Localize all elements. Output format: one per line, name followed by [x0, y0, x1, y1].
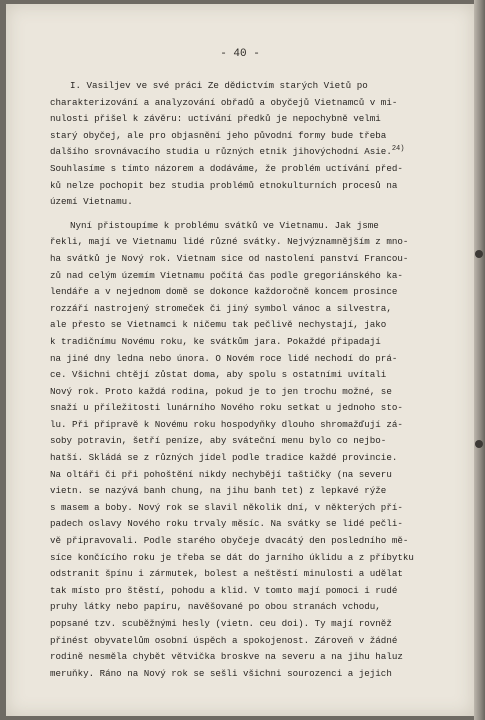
punch-hole: [475, 440, 483, 448]
punch-hole: [475, 250, 483, 258]
text-line: [50, 433, 422, 450]
paragraph: [50, 218, 422, 683]
line-text: vietn. se nazývá banh chung, na jihu banh tet) z lepkavé rýže: [50, 485, 387, 497]
text-line: [50, 566, 422, 583]
line-text: s masem a boby. Nový rok se slavil několik dní, v některých pří-: [50, 501, 403, 513]
line-text: starý obyčej, ale pro objasnění jeho původní formy bude třeba: [50, 129, 387, 141]
line-text: soby potravin, šetří peníze, aby sváteční menu bylo co nejbo-: [50, 435, 387, 447]
paper-sheet: [6, 4, 474, 716]
line-text: ků nelze pochopit bez studia problémů etnokulturních procesů na: [50, 179, 398, 191]
text-line: [50, 599, 422, 616]
paragraphs: [50, 78, 422, 682]
footnote-marker: 24): [391, 145, 405, 154]
line-text: na jiné dny ledna nebo února. O Novém roce lidé nechodí do prá-: [50, 352, 398, 364]
line-text: meruňky. Ráno na Nový rok se sešli všichni sourozenci a jejich: [50, 667, 392, 679]
text-line: [50, 128, 422, 145]
line-text: Na oltáři či při pohoštění nikdy nechybějí taštičky (na severu: [50, 468, 392, 480]
text-line: [50, 516, 422, 533]
line-text: ale přesto se Vietnamci k ničemu tak pečlivě nechystají, jako: [50, 319, 387, 331]
text-line: [50, 450, 422, 467]
line-text: lu. Při přípravě k Novému roku hospodyňky dlouho shromažďují zá-: [50, 418, 403, 430]
line-text: popsané tzv. scuběžnými hesly (vietn. ceu doi). Ty mají rovněž: [50, 618, 392, 629]
line-text: odstranit špínu i zármutek, bolest a neštěstí minulosti a udělat: [50, 568, 403, 580]
text-line: [50, 533, 422, 550]
line-text: přinést obyvatelům osobní úspěch a spokojenost. Zároveň v žádné: [50, 634, 398, 646]
text-line: [50, 384, 422, 401]
text-line: [50, 161, 422, 178]
line-text: síce končícího roku je třeba se dát do jarního úklidu a z příbytku: [50, 551, 414, 563]
text-line: [50, 467, 422, 484]
line-text: území Vietnamu.: [50, 196, 133, 208]
page-number: - 40 -: [220, 48, 260, 60]
line-text: rozzáří nastrojený stromeček či jiný symbol vánoc a silvestra,: [50, 302, 392, 314]
text-line: [50, 317, 422, 334]
text-line: [50, 400, 422, 417]
text-line: [50, 234, 422, 251]
text-line: [50, 633, 422, 650]
body-text: [50, 78, 422, 682]
line-text: pruhy látky nebo papíru, navěšované po obou stranách vchodu,: [50, 601, 381, 613]
text-line: [50, 616, 422, 633]
text-line: [50, 550, 422, 567]
text-line: [50, 268, 422, 285]
text-line: [50, 649, 422, 666]
line-text: řekli, mají ve Vietnamu lidé různé svátky. Nejvýznamnějším z mno-: [50, 236, 409, 248]
text-line: [50, 144, 422, 161]
line-text: nulosti přišel k závěru: uctívání předků je nepochybně velmi: [50, 113, 381, 125]
line-text: zů nad celým územím Vietnamu počítá čas podle gregoriánského ka-: [50, 269, 403, 281]
line-text: rodině nesměla chybět větvička broskve na severu a na jihu haluz: [50, 651, 403, 663]
text-line: [50, 417, 422, 434]
line-text: k tradičnímu Novému roku, ke svátkům jara. Pokaždé připadají: [50, 335, 381, 347]
text-line: [50, 111, 422, 128]
text-line: [50, 194, 422, 211]
line-text: padech oslavy Nového roku trvaly měsíc. Na svátky se lidé pečli-: [50, 518, 403, 530]
line-text: ce. Všichni chtějí zůstat doma, aby spolu s ostatními uvítali: [50, 369, 387, 381]
text-line: [50, 500, 422, 517]
line-text: snaží u příležitosti lunárního Nového roku setkat u jednoho sto-: [50, 402, 403, 414]
text-line: [50, 284, 422, 301]
paragraph: [50, 78, 422, 211]
text-line: [50, 334, 422, 351]
text-line: [50, 95, 422, 112]
binding-edge: [474, 0, 485, 720]
line-text: I. Vasiljev ve své práci Ze dědictvím starých Vietů po: [70, 80, 368, 91]
line-text: ha svátků je Nový rok. Vietnam sice od nastolení panství Francou-: [50, 252, 409, 264]
text-line: [50, 367, 422, 384]
line-text: Souhlasíme s tímto názorem a dodáváme, že problém uctívání před-: [50, 162, 403, 174]
line-text: hatší. Skládá se z různých jídel podle tradice každé provincie.: [50, 452, 398, 464]
text-line: [50, 666, 422, 683]
line-text: Nyní přistoupíme k problému svátků ve Vietnamu. Jak jsme: [70, 219, 379, 231]
line-text: charakterizování a analyzování obřadů a obyčejů Vietnamců v mi-: [50, 96, 398, 108]
text-line: [50, 218, 422, 235]
text-line: [50, 583, 422, 600]
text-line: [50, 251, 422, 268]
text-line: [50, 78, 422, 95]
line-text: tak místo pro štěstí, pohodu a klid. V tomto mají pomoci i rudé: [50, 584, 398, 596]
line-text: dalšího srovnávacího studia u různých etnik jihovýchodní Asie.: [50, 146, 392, 158]
text-line: [50, 483, 422, 500]
text-line: [50, 178, 422, 195]
line-text: lendáře a v nejednom domě se dokonce každoročně koncem prosince: [50, 286, 398, 298]
line-text: Nový rok. Proto každá rodina, pokud je to jen trochu možné, se: [50, 385, 392, 397]
line-text: vě připravovali. Podle starého obyčeje dvacátý den posledního mě-: [50, 535, 409, 547]
text-line: [50, 351, 422, 368]
text-line: [50, 301, 422, 318]
